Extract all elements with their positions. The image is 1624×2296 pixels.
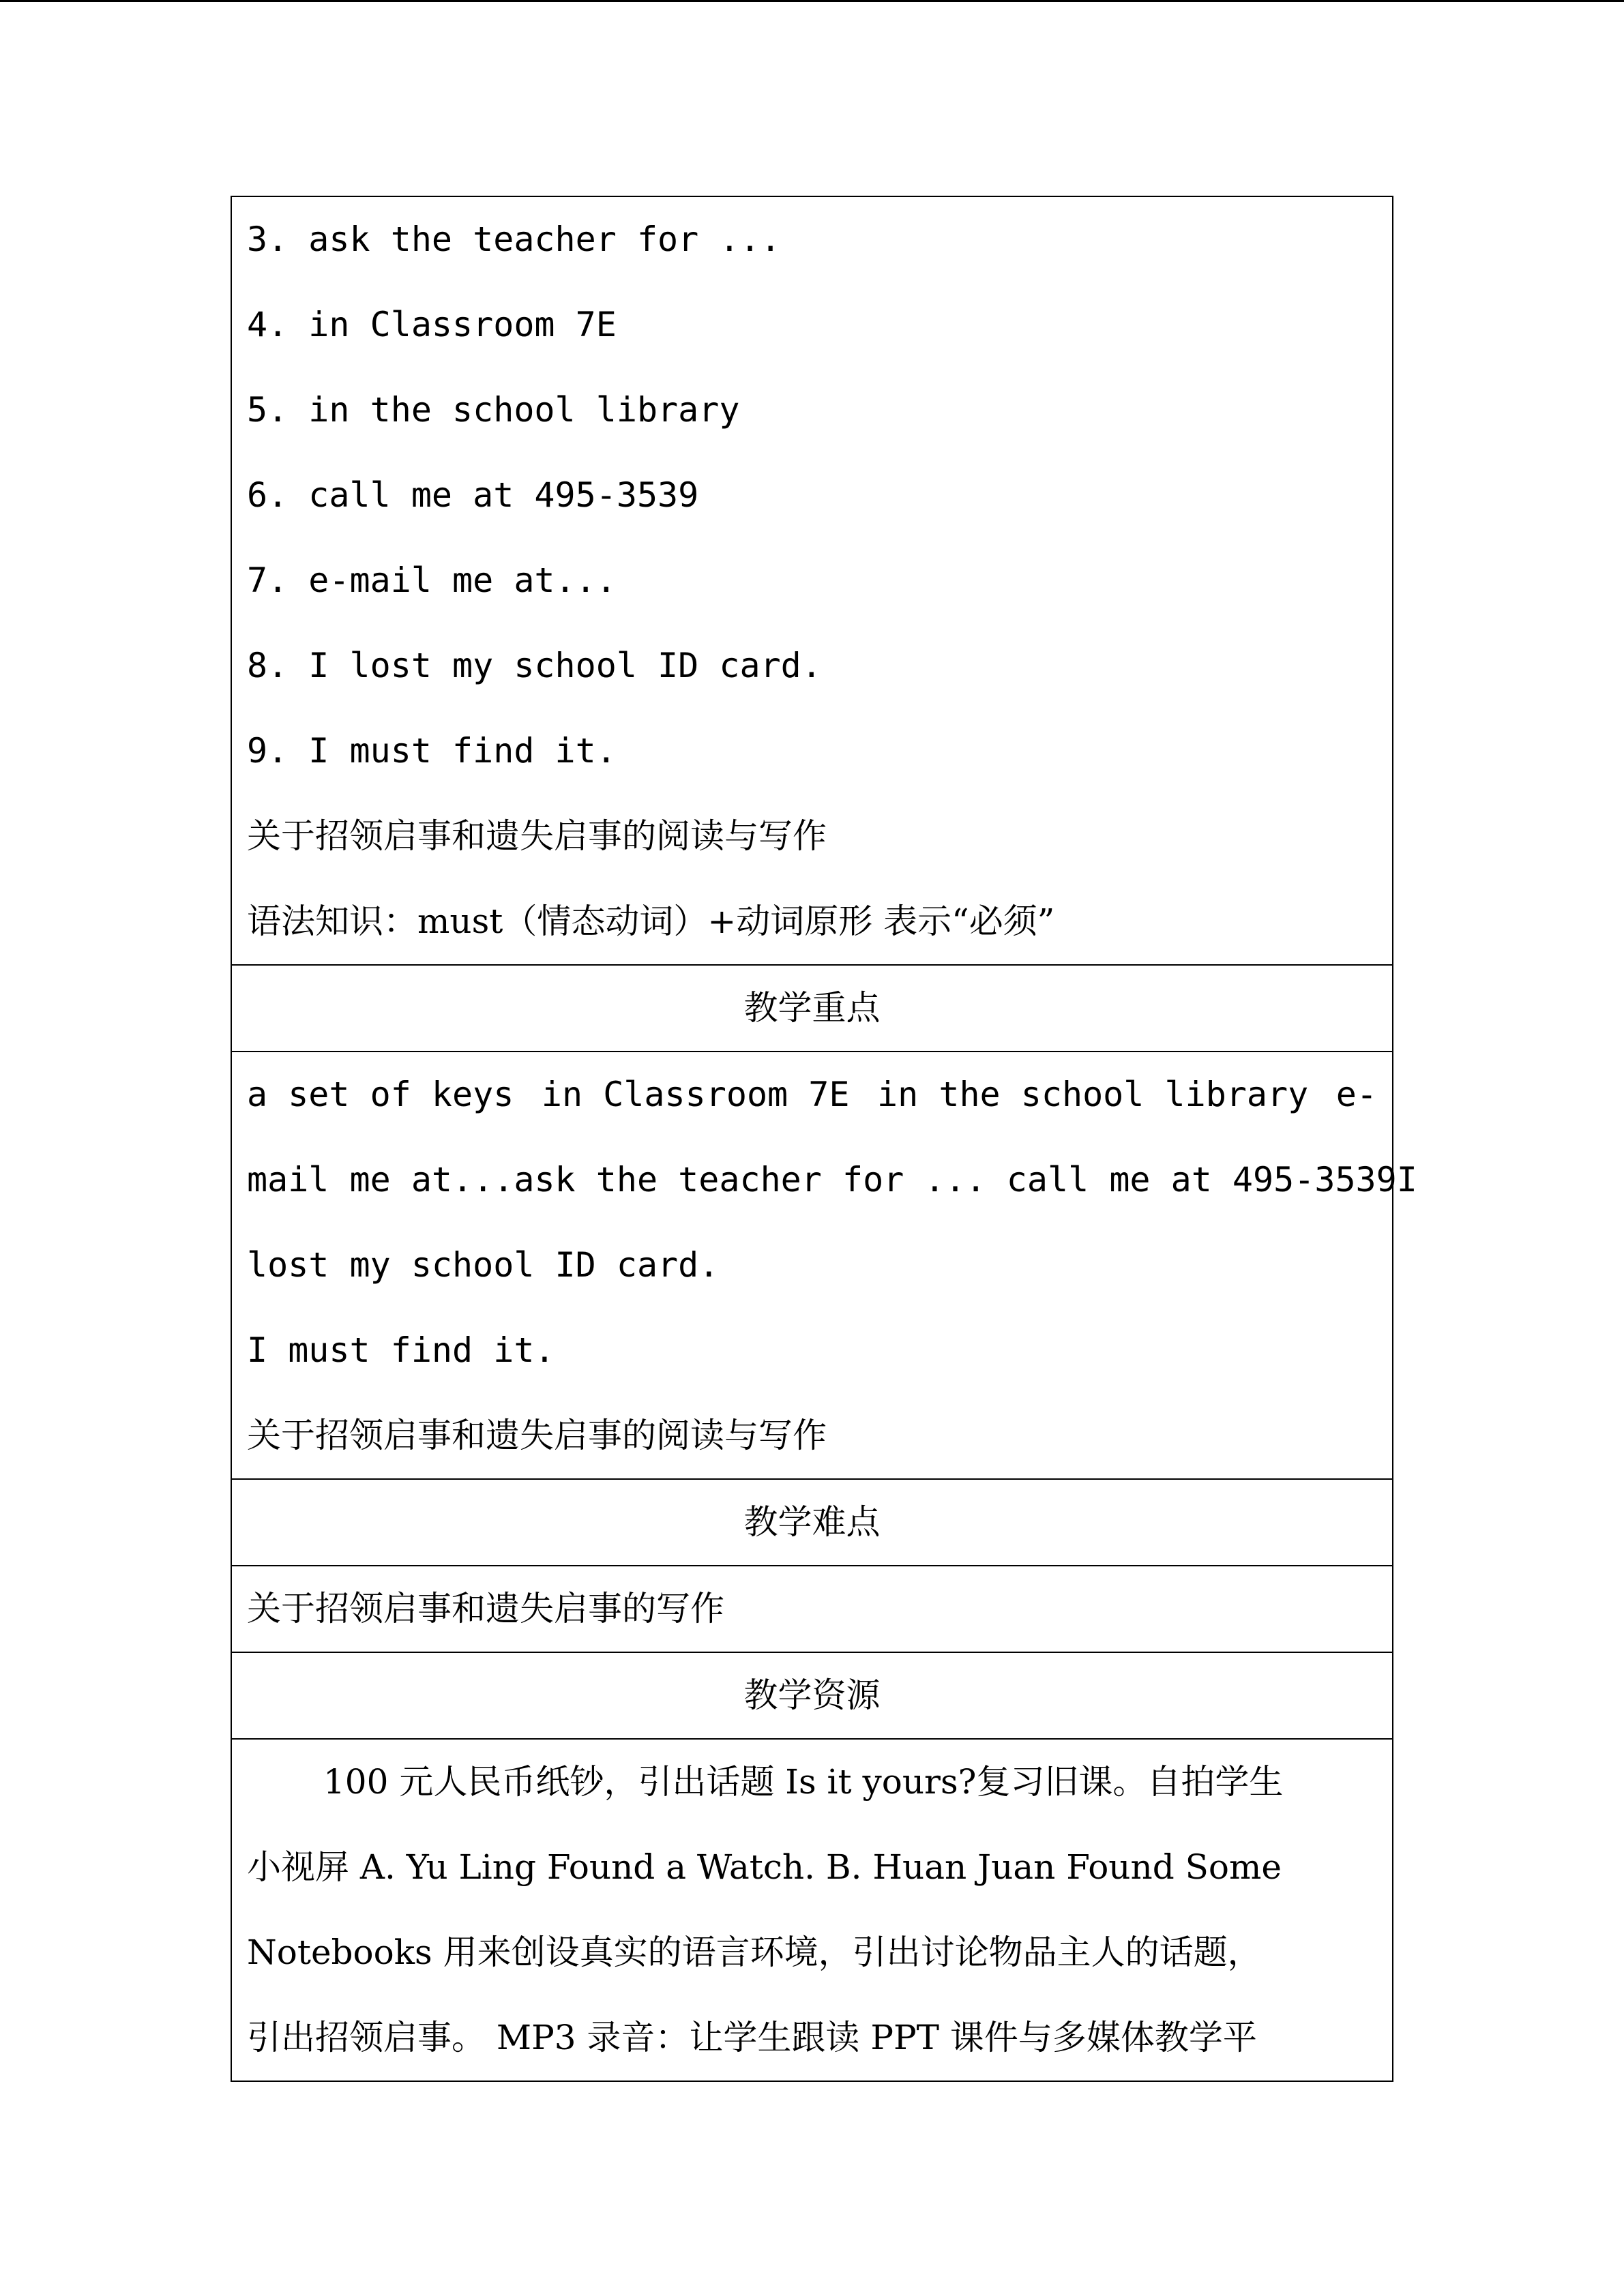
phrase-item-9: 9. I must find it.: [247, 731, 617, 771]
resources-content-row: [232, 1738, 1392, 2081]
key-point-phrase: in Classroom 7E: [541, 1075, 850, 1114]
phrase-item-7: 7. e-mail me at...: [247, 561, 617, 600]
resources-line-4: 引出招领启事。 MP3 录音：让学生跟读 PPT 课件与多媒体教学平: [247, 2018, 1257, 2057]
key-points-heading: 教学重点: [743, 988, 881, 1028]
resources-line-1: 100 元人民币纸钞，引出话题 Is it yours?复习旧课。自拍学生: [323, 1762, 1284, 1802]
phrase-list-cell: [232, 197, 1392, 964]
phrase-item-4: 4. in Classroom 7E: [247, 305, 617, 344]
grammar-knowledge: 语法知识：must（情态动词）+动词原形 表示“必须”: [247, 901, 1055, 941]
key-points-line-4: I must find it.: [247, 1330, 555, 1370]
key-point-phrase: ask the teacher for ... call me at 495-3539: [514, 1160, 1397, 1199]
phrase-item-8: 8. I lost my school ID card.: [247, 646, 822, 685]
resources-line-3: Notebooks 用来创设真实的语言环境，引出讨论物品主人的话题，: [247, 1933, 1262, 1972]
difficulties-text: 关于招领启事和遗失启事的写作: [247, 1589, 724, 1628]
phrase-list-row: [232, 197, 1392, 964]
resources-cell: [232, 1740, 1392, 2081]
key-points-header-row: [232, 964, 1392, 1051]
difficulties-header-row: [232, 1478, 1392, 1565]
key-point-phrase: mail me at...: [247, 1160, 514, 1199]
key-points-content-row: [232, 1051, 1417, 1478]
phrase-item-3: 3. ask the teacher for ...: [247, 220, 781, 259]
key-points-line-2: [247, 1137, 1417, 1223]
key-point-phrase: e-: [1335, 1075, 1377, 1114]
key-points-line-1: [247, 1052, 1377, 1137]
difficulties-content-row: [232, 1565, 1392, 1652]
lesson-plan-table: [231, 196, 1417, 2082]
key-points-line-3: lost my school ID card.: [247, 1245, 720, 1285]
key-point-phrase: in the school library: [877, 1075, 1309, 1114]
phrase-item-6: 6. call me at 495-3539: [247, 475, 699, 515]
key-points-cell: [232, 1052, 1417, 1478]
key-point-phrase: a set of keys: [247, 1075, 514, 1114]
resources-header-row: [232, 1652, 1392, 1738]
resources-line-2: 小视屏 A. Yu Ling Found a Watch. B. Huan Juan Found Some: [247, 1847, 1282, 1887]
difficulties-heading: 教学难点: [743, 1502, 881, 1542]
key-point-phrase: I: [1396, 1160, 1417, 1199]
resources-heading: 教学资源: [743, 1675, 881, 1715]
reading-writing-topic: 关于招领启事和遗失启事的阅读与写作: [247, 816, 827, 856]
key-points-line-5: 关于招领启事和遗失启事的阅读与写作: [247, 1416, 827, 1455]
phrase-item-5: 5. in the school library: [247, 390, 740, 430]
page-top-border: [0, 0, 1624, 2]
